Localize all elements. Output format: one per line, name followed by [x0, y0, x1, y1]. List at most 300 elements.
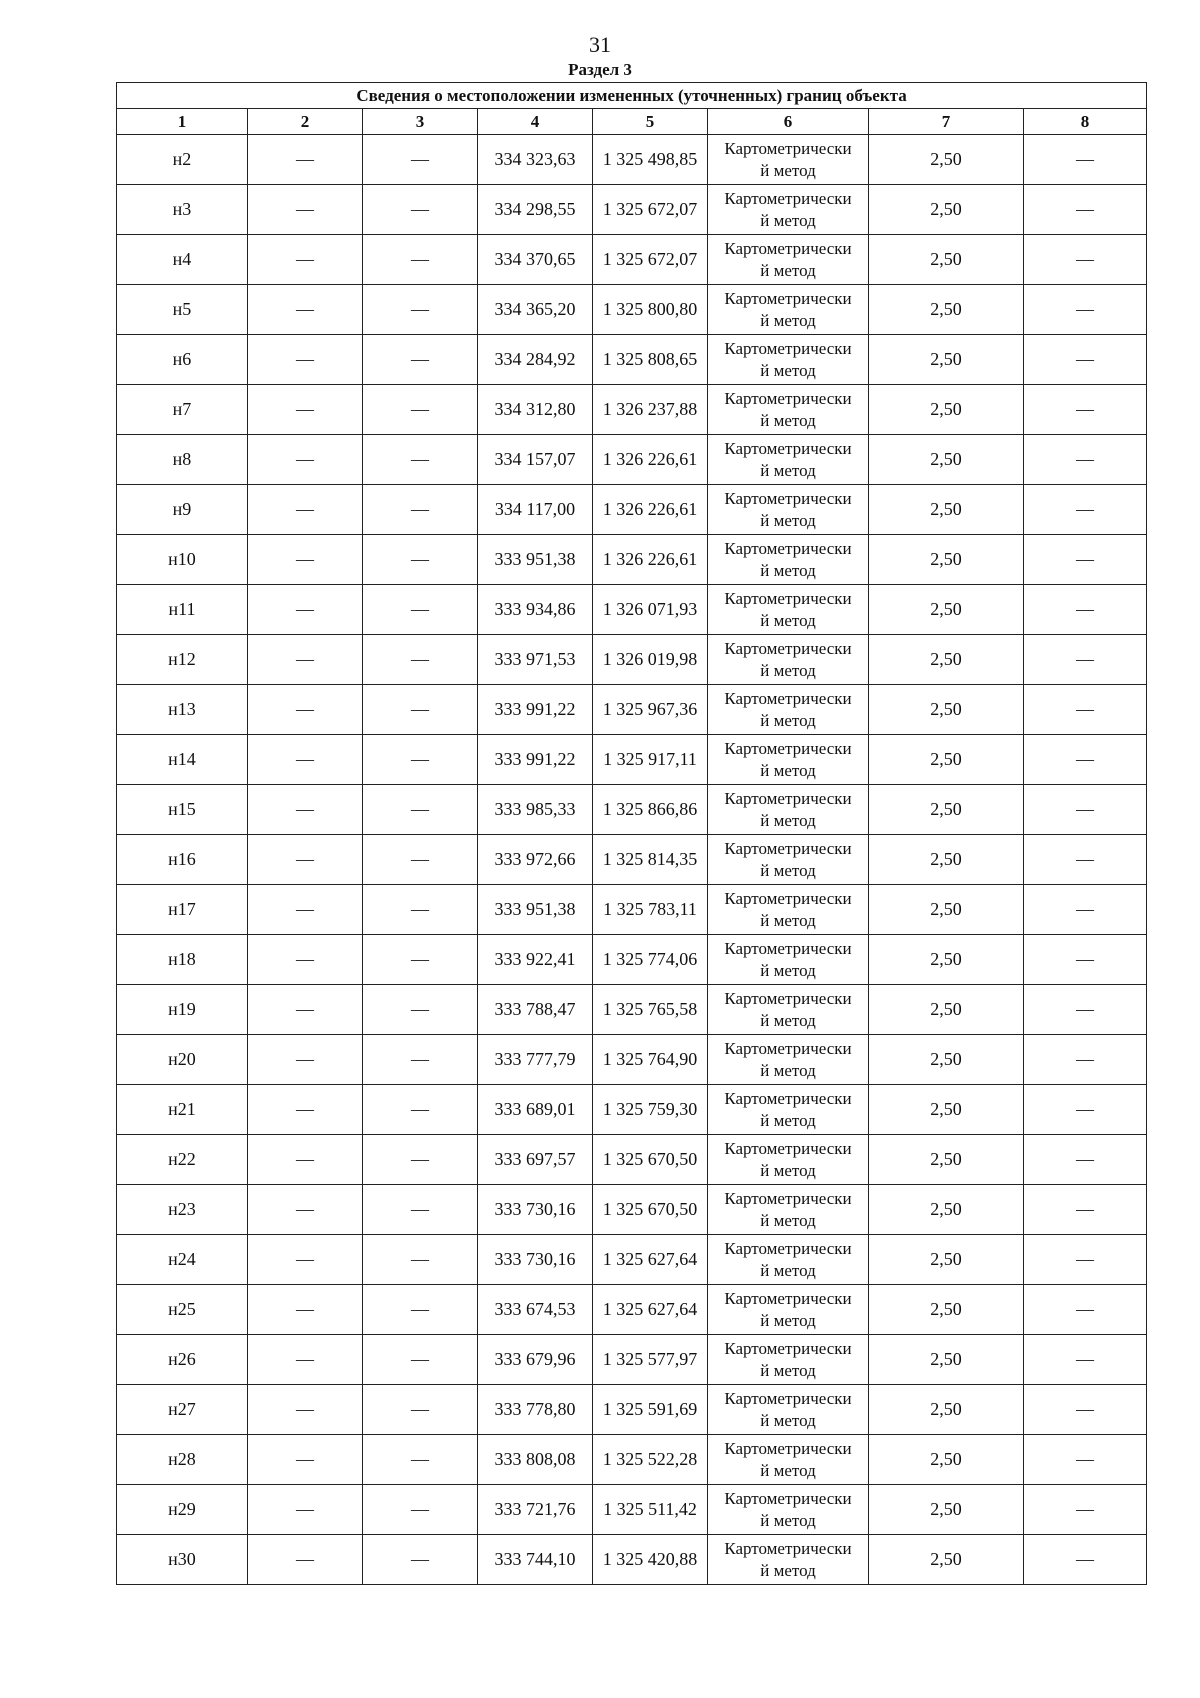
column-3-cell: — — [363, 985, 478, 1035]
column-8-cell: — — [1024, 385, 1147, 435]
column-8-cell: — — [1024, 1085, 1147, 1135]
column-3-cell: — — [363, 735, 478, 785]
method-cell — [708, 285, 869, 335]
table-row — [117, 935, 1147, 985]
table-row — [117, 1535, 1147, 1585]
column-number: 1 — [117, 109, 248, 135]
point-name-cell: н22 — [117, 1135, 248, 1185]
accuracy-cell: 2,50 — [869, 935, 1024, 985]
point-name-cell: н20 — [117, 1035, 248, 1085]
y-coordinate-cell: 1 325 591,69 — [593, 1385, 708, 1435]
column-2-cell: — — [248, 485, 363, 535]
column-number: 2 — [248, 109, 363, 135]
table-row — [117, 585, 1147, 635]
column-3-cell: — — [363, 1035, 478, 1085]
column-3-cell: — — [363, 1235, 478, 1285]
column-8-cell: — — [1024, 635, 1147, 685]
table-row — [117, 985, 1147, 1035]
column-2-cell: — — [248, 635, 363, 685]
method-line-2: й метод — [760, 910, 816, 930]
method-line-1: Картометрически — [724, 238, 852, 258]
column-2-cell: — — [248, 1485, 363, 1535]
table-row — [117, 685, 1147, 735]
point-name-cell: н8 — [117, 435, 248, 485]
column-8-cell: — — [1024, 135, 1147, 185]
method-line-1: Картометрически — [724, 838, 852, 858]
method-cell — [708, 1135, 869, 1185]
method-line-1: Картометрически — [724, 788, 852, 808]
column-2-cell: — — [248, 1535, 363, 1585]
column-number: 5 — [593, 109, 708, 135]
accuracy-cell: 2,50 — [869, 1435, 1024, 1485]
column-8-cell: — — [1024, 935, 1147, 985]
point-name-cell: н13 — [117, 685, 248, 735]
method-cell — [708, 1385, 869, 1435]
method-cell — [708, 535, 869, 585]
method-line-2: й метод — [760, 460, 816, 480]
x-coordinate-cell: 333 730,16 — [478, 1235, 593, 1285]
column-2-cell: — — [248, 185, 363, 235]
column-8-cell: — — [1024, 335, 1147, 385]
column-2-cell: — — [248, 885, 363, 935]
point-name-cell: н29 — [117, 1485, 248, 1535]
point-name-cell: н5 — [117, 285, 248, 335]
method-line-2: й метод — [760, 1360, 816, 1380]
y-coordinate-cell: 1 326 226,61 — [593, 535, 708, 585]
accuracy-cell: 2,50 — [869, 885, 1024, 935]
method-cell — [708, 1285, 869, 1335]
method-cell — [708, 335, 869, 385]
y-coordinate-cell: 1 325 967,36 — [593, 685, 708, 735]
method-cell — [708, 1535, 869, 1585]
point-name-cell: н14 — [117, 735, 248, 785]
column-8-cell: — — [1024, 785, 1147, 835]
method-line-2: й метод — [760, 1310, 816, 1330]
column-2-cell: — — [248, 585, 363, 635]
column-2-cell: — — [248, 1085, 363, 1135]
accuracy-cell: 2,50 — [869, 635, 1024, 685]
x-coordinate-cell: 334 312,80 — [478, 385, 593, 435]
accuracy-cell: 2,50 — [869, 235, 1024, 285]
x-coordinate-cell: 333 674,53 — [478, 1285, 593, 1335]
point-name-cell: н4 — [117, 235, 248, 285]
method-cell — [708, 835, 869, 885]
column-2-cell: — — [248, 235, 363, 285]
method-line-2: й метод — [760, 560, 816, 580]
point-name-cell: н25 — [117, 1285, 248, 1335]
column-3-cell: — — [363, 885, 478, 935]
x-coordinate-cell: 334 365,20 — [478, 285, 593, 335]
accuracy-cell: 2,50 — [869, 1485, 1024, 1535]
column-8-cell: — — [1024, 1185, 1147, 1235]
method-line-2: й метод — [760, 360, 816, 380]
x-coordinate-cell: 334 117,00 — [478, 485, 593, 535]
method-line-1: Картометрически — [724, 938, 852, 958]
boundary-coordinates-table — [116, 82, 1147, 1585]
x-coordinate-cell: 333 972,66 — [478, 835, 593, 885]
method-line-2: й метод — [760, 410, 816, 430]
point-name-cell: н12 — [117, 635, 248, 685]
method-cell — [708, 1235, 869, 1285]
column-8-cell: — — [1024, 185, 1147, 235]
y-coordinate-cell: 1 326 237,88 — [593, 385, 708, 435]
method-line-1: Картометрически — [724, 1288, 852, 1308]
table-row — [117, 1385, 1147, 1435]
method-line-2: й метод — [760, 660, 816, 680]
accuracy-cell: 2,50 — [869, 1285, 1024, 1335]
method-line-1: Картометрически — [724, 138, 852, 158]
column-number: 3 — [363, 109, 478, 135]
column-2-cell: — — [248, 1135, 363, 1185]
table-row — [117, 1285, 1147, 1335]
point-name-cell: н15 — [117, 785, 248, 835]
point-name-cell: н27 — [117, 1385, 248, 1435]
column-3-cell: — — [363, 535, 478, 585]
column-2-cell: — — [248, 785, 363, 835]
point-name-cell: н17 — [117, 885, 248, 935]
method-line-1: Картометрически — [724, 338, 852, 358]
method-cell — [708, 1185, 869, 1235]
method-cell — [708, 435, 869, 485]
method-cell — [708, 785, 869, 835]
accuracy-cell: 2,50 — [869, 835, 1024, 885]
method-line-1: Картометрически — [724, 1438, 852, 1458]
method-line-1: Картометрически — [724, 1188, 852, 1208]
y-coordinate-cell: 1 325 627,64 — [593, 1285, 708, 1335]
accuracy-cell: 2,50 — [869, 785, 1024, 835]
column-2-cell: — — [248, 285, 363, 335]
column-8-cell: — — [1024, 1485, 1147, 1535]
method-cell — [708, 685, 869, 735]
method-line-2: й метод — [760, 310, 816, 330]
method-cell — [708, 635, 869, 685]
column-3-cell: — — [363, 1135, 478, 1185]
column-8-cell: — — [1024, 685, 1147, 735]
method-cell — [708, 135, 869, 185]
table-row — [117, 185, 1147, 235]
x-coordinate-cell: 334 157,07 — [478, 435, 593, 485]
method-line-1: Картометрически — [724, 388, 852, 408]
column-8-cell: — — [1024, 235, 1147, 285]
column-3-cell: — — [363, 1435, 478, 1485]
y-coordinate-cell: 1 325 670,50 — [593, 1185, 708, 1235]
point-name-cell: н28 — [117, 1435, 248, 1485]
method-line-1: Картометрически — [724, 1138, 852, 1158]
point-name-cell: н30 — [117, 1535, 248, 1585]
column-8-cell: — — [1024, 535, 1147, 585]
column-3-cell: — — [363, 1185, 478, 1235]
table-row — [117, 1335, 1147, 1385]
point-name-cell: н6 — [117, 335, 248, 385]
point-name-cell: н7 — [117, 385, 248, 435]
method-line-1: Картометрически — [724, 1038, 852, 1058]
x-coordinate-cell: 333 934,86 — [478, 585, 593, 635]
column-8-cell: — — [1024, 885, 1147, 935]
column-8-cell: — — [1024, 1335, 1147, 1385]
x-coordinate-cell: 333 991,22 — [478, 685, 593, 735]
method-line-2: й метод — [760, 1060, 816, 1080]
column-8-cell: — — [1024, 435, 1147, 485]
method-line-2: й метод — [760, 1110, 816, 1130]
x-coordinate-cell: 333 808,08 — [478, 1435, 593, 1485]
x-coordinate-cell: 333 985,33 — [478, 785, 593, 835]
x-coordinate-cell: 333 951,38 — [478, 885, 593, 935]
method-cell — [708, 385, 869, 435]
x-coordinate-cell: 333 991,22 — [478, 735, 593, 785]
y-coordinate-cell: 1 325 577,97 — [593, 1335, 708, 1385]
column-3-cell: — — [363, 1085, 478, 1135]
column-3-cell: — — [363, 435, 478, 485]
method-line-2: й метод — [760, 860, 816, 880]
x-coordinate-cell: 333 778,80 — [478, 1385, 593, 1435]
column-2-cell: — — [248, 1435, 363, 1485]
method-line-2: й метод — [760, 160, 816, 180]
accuracy-cell: 2,50 — [869, 285, 1024, 335]
x-coordinate-cell: 334 370,65 — [478, 235, 593, 285]
method-line-1: Картометрически — [724, 188, 852, 208]
column-8-cell: — — [1024, 835, 1147, 885]
column-3-cell: — — [363, 685, 478, 735]
point-name-cell: н23 — [117, 1185, 248, 1235]
method-line-2: й метод — [760, 1160, 816, 1180]
x-coordinate-cell: 333 971,53 — [478, 635, 593, 685]
y-coordinate-cell: 1 325 522,28 — [593, 1435, 708, 1485]
method-line-2: й метод — [760, 1510, 816, 1530]
y-coordinate-cell: 1 325 672,07 — [593, 185, 708, 235]
point-name-cell: н3 — [117, 185, 248, 235]
method-line-1: Картометрически — [724, 738, 852, 758]
accuracy-cell: 2,50 — [869, 985, 1024, 1035]
y-coordinate-cell: 1 325 800,80 — [593, 285, 708, 335]
column-3-cell: — — [363, 185, 478, 235]
column-2-cell: — — [248, 1235, 363, 1285]
table-row — [117, 835, 1147, 885]
point-name-cell: н21 — [117, 1085, 248, 1135]
x-coordinate-cell: 333 922,41 — [478, 935, 593, 985]
column-8-cell: — — [1024, 1435, 1147, 1485]
method-cell — [708, 735, 869, 785]
column-2-cell: — — [248, 1185, 363, 1235]
point-name-cell: н11 — [117, 585, 248, 635]
column-3-cell: — — [363, 635, 478, 685]
accuracy-cell: 2,50 — [869, 1335, 1024, 1385]
method-line-1: Картометрически — [724, 1488, 852, 1508]
method-line-2: й метод — [760, 710, 816, 730]
method-line-2: й метод — [760, 1560, 816, 1580]
column-8-cell: — — [1024, 1385, 1147, 1435]
x-coordinate-cell: 333 689,01 — [478, 1085, 593, 1135]
accuracy-cell: 2,50 — [869, 435, 1024, 485]
table-row — [117, 1035, 1147, 1085]
x-coordinate-cell: 334 323,63 — [478, 135, 593, 185]
y-coordinate-cell: 1 326 226,61 — [593, 435, 708, 485]
table-row — [117, 1185, 1147, 1235]
column-3-cell: — — [363, 135, 478, 185]
table-row — [117, 435, 1147, 485]
method-line-2: й метод — [760, 1010, 816, 1030]
method-line-1: Картометрически — [724, 538, 852, 558]
y-coordinate-cell: 1 325 814,35 — [593, 835, 708, 885]
x-coordinate-cell: 333 777,79 — [478, 1035, 593, 1085]
table-row — [117, 335, 1147, 385]
method-line-2: й метод — [760, 760, 816, 780]
accuracy-cell: 2,50 — [869, 1235, 1024, 1285]
method-cell — [708, 185, 869, 235]
y-coordinate-cell: 1 325 420,88 — [593, 1535, 708, 1585]
column-3-cell: — — [363, 1385, 478, 1435]
y-coordinate-cell: 1 325 511,42 — [593, 1485, 708, 1535]
table-row — [117, 235, 1147, 285]
y-coordinate-cell: 1 325 759,30 — [593, 1085, 708, 1135]
table-row — [117, 535, 1147, 585]
method-line-1: Картометрически — [724, 288, 852, 308]
method-line-2: й метод — [760, 810, 816, 830]
column-3-cell: — — [363, 1335, 478, 1385]
method-cell — [708, 1485, 869, 1535]
table-row — [117, 1235, 1147, 1285]
table-row — [117, 135, 1147, 185]
column-8-cell: — — [1024, 1535, 1147, 1585]
column-number: 8 — [1024, 109, 1147, 135]
method-line-2: й метод — [760, 1410, 816, 1430]
method-line-1: Картометрически — [724, 438, 852, 458]
method-line-2: й метод — [760, 260, 816, 280]
y-coordinate-cell: 1 325 670,50 — [593, 1135, 708, 1185]
accuracy-cell: 2,50 — [869, 735, 1024, 785]
accuracy-cell: 2,50 — [869, 535, 1024, 585]
column-3-cell: — — [363, 785, 478, 835]
table-row — [117, 1485, 1147, 1535]
method-cell — [708, 1435, 869, 1485]
y-coordinate-cell: 1 326 226,61 — [593, 485, 708, 535]
point-name-cell: н9 — [117, 485, 248, 535]
y-coordinate-cell: 1 325 808,65 — [593, 335, 708, 385]
table-row — [117, 735, 1147, 785]
method-line-1: Картометрически — [724, 1238, 852, 1258]
accuracy-cell: 2,50 — [869, 1085, 1024, 1135]
y-coordinate-cell: 1 325 783,11 — [593, 885, 708, 935]
y-coordinate-cell: 1 325 627,64 — [593, 1235, 708, 1285]
column-3-cell: — — [363, 835, 478, 885]
column-8-cell: — — [1024, 585, 1147, 635]
accuracy-cell: 2,50 — [869, 335, 1024, 385]
x-coordinate-cell: 333 951,38 — [478, 535, 593, 585]
x-coordinate-cell: 333 788,47 — [478, 985, 593, 1035]
y-coordinate-cell: 1 325 774,06 — [593, 935, 708, 985]
column-2-cell: — — [248, 1285, 363, 1335]
column-2-cell: — — [248, 535, 363, 585]
accuracy-cell: 2,50 — [869, 135, 1024, 185]
x-coordinate-cell: 333 721,76 — [478, 1485, 593, 1535]
table-row — [117, 385, 1147, 435]
table-title: Сведения о местоположении измененных (уточненных) границ объекта — [117, 83, 1147, 109]
accuracy-cell: 2,50 — [869, 385, 1024, 435]
column-2-cell: — — [248, 935, 363, 985]
x-coordinate-cell: 333 697,57 — [478, 1135, 593, 1185]
method-cell — [708, 1035, 869, 1085]
table-row — [117, 635, 1147, 685]
column-8-cell: — — [1024, 1135, 1147, 1185]
column-8-cell: — — [1024, 1035, 1147, 1085]
method-cell — [708, 935, 869, 985]
method-cell — [708, 485, 869, 535]
y-coordinate-cell: 1 325 498,85 — [593, 135, 708, 185]
method-line-1: Картометрически — [724, 1538, 852, 1558]
method-line-2: й метод — [760, 960, 816, 980]
point-name-cell: н18 — [117, 935, 248, 985]
table-row — [117, 1135, 1147, 1185]
method-line-1: Картометрически — [724, 638, 852, 658]
column-3-cell: — — [363, 1485, 478, 1535]
x-coordinate-cell: 333 679,96 — [478, 1335, 593, 1385]
column-2-cell: — — [248, 1335, 363, 1385]
section-title: Раздел 3 — [568, 60, 632, 79]
column-3-cell: — — [363, 485, 478, 535]
column-2-cell: — — [248, 835, 363, 885]
column-number: 7 — [869, 109, 1024, 135]
method-cell — [708, 1085, 869, 1135]
column-2-cell: — — [248, 1035, 363, 1085]
column-number-row — [117, 109, 1147, 135]
column-3-cell: — — [363, 385, 478, 435]
point-name-cell: н2 — [117, 135, 248, 185]
method-line-1: Картометрически — [724, 1088, 852, 1108]
column-2-cell: — — [248, 985, 363, 1035]
column-2-cell: — — [248, 335, 363, 385]
method-line-1: Картометрически — [724, 488, 852, 508]
y-coordinate-cell: 1 326 019,98 — [593, 635, 708, 685]
accuracy-cell: 2,50 — [869, 1135, 1024, 1185]
accuracy-cell: 2,50 — [869, 1035, 1024, 1085]
point-name-cell: н26 — [117, 1335, 248, 1385]
method-line-2: й метод — [760, 1260, 816, 1280]
y-coordinate-cell: 1 325 917,11 — [593, 735, 708, 785]
y-coordinate-cell: 1 326 071,93 — [593, 585, 708, 635]
table-row — [117, 785, 1147, 835]
method-line-1: Картометрически — [724, 1388, 852, 1408]
column-3-cell: — — [363, 285, 478, 335]
column-8-cell: — — [1024, 1235, 1147, 1285]
column-number: 6 — [708, 109, 869, 135]
method-line-2: й метод — [760, 510, 816, 530]
column-8-cell: — — [1024, 1285, 1147, 1335]
column-3-cell: — — [363, 585, 478, 635]
column-3-cell: — — [363, 1535, 478, 1585]
method-cell — [708, 235, 869, 285]
x-coordinate-cell: 334 298,55 — [478, 185, 593, 235]
accuracy-cell: 2,50 — [869, 485, 1024, 535]
column-8-cell: — — [1024, 735, 1147, 785]
method-cell — [708, 985, 869, 1035]
accuracy-cell: 2,50 — [869, 185, 1024, 235]
column-2-cell: — — [248, 435, 363, 485]
point-name-cell: н10 — [117, 535, 248, 585]
x-coordinate-cell: 333 730,16 — [478, 1185, 593, 1235]
method-line-1: Картометрически — [724, 988, 852, 1008]
column-8-cell: — — [1024, 485, 1147, 535]
column-2-cell: — — [248, 135, 363, 185]
y-coordinate-cell: 1 325 765,58 — [593, 985, 708, 1035]
column-number: 4 — [478, 109, 593, 135]
y-coordinate-cell: 1 325 764,90 — [593, 1035, 708, 1085]
column-3-cell: — — [363, 335, 478, 385]
method-line-2: й метод — [760, 210, 816, 230]
accuracy-cell: 2,50 — [869, 1185, 1024, 1235]
y-coordinate-cell: 1 325 866,86 — [593, 785, 708, 835]
column-2-cell: — — [248, 735, 363, 785]
page-number: 31 — [589, 32, 611, 57]
accuracy-cell: 2,50 — [869, 1535, 1024, 1585]
